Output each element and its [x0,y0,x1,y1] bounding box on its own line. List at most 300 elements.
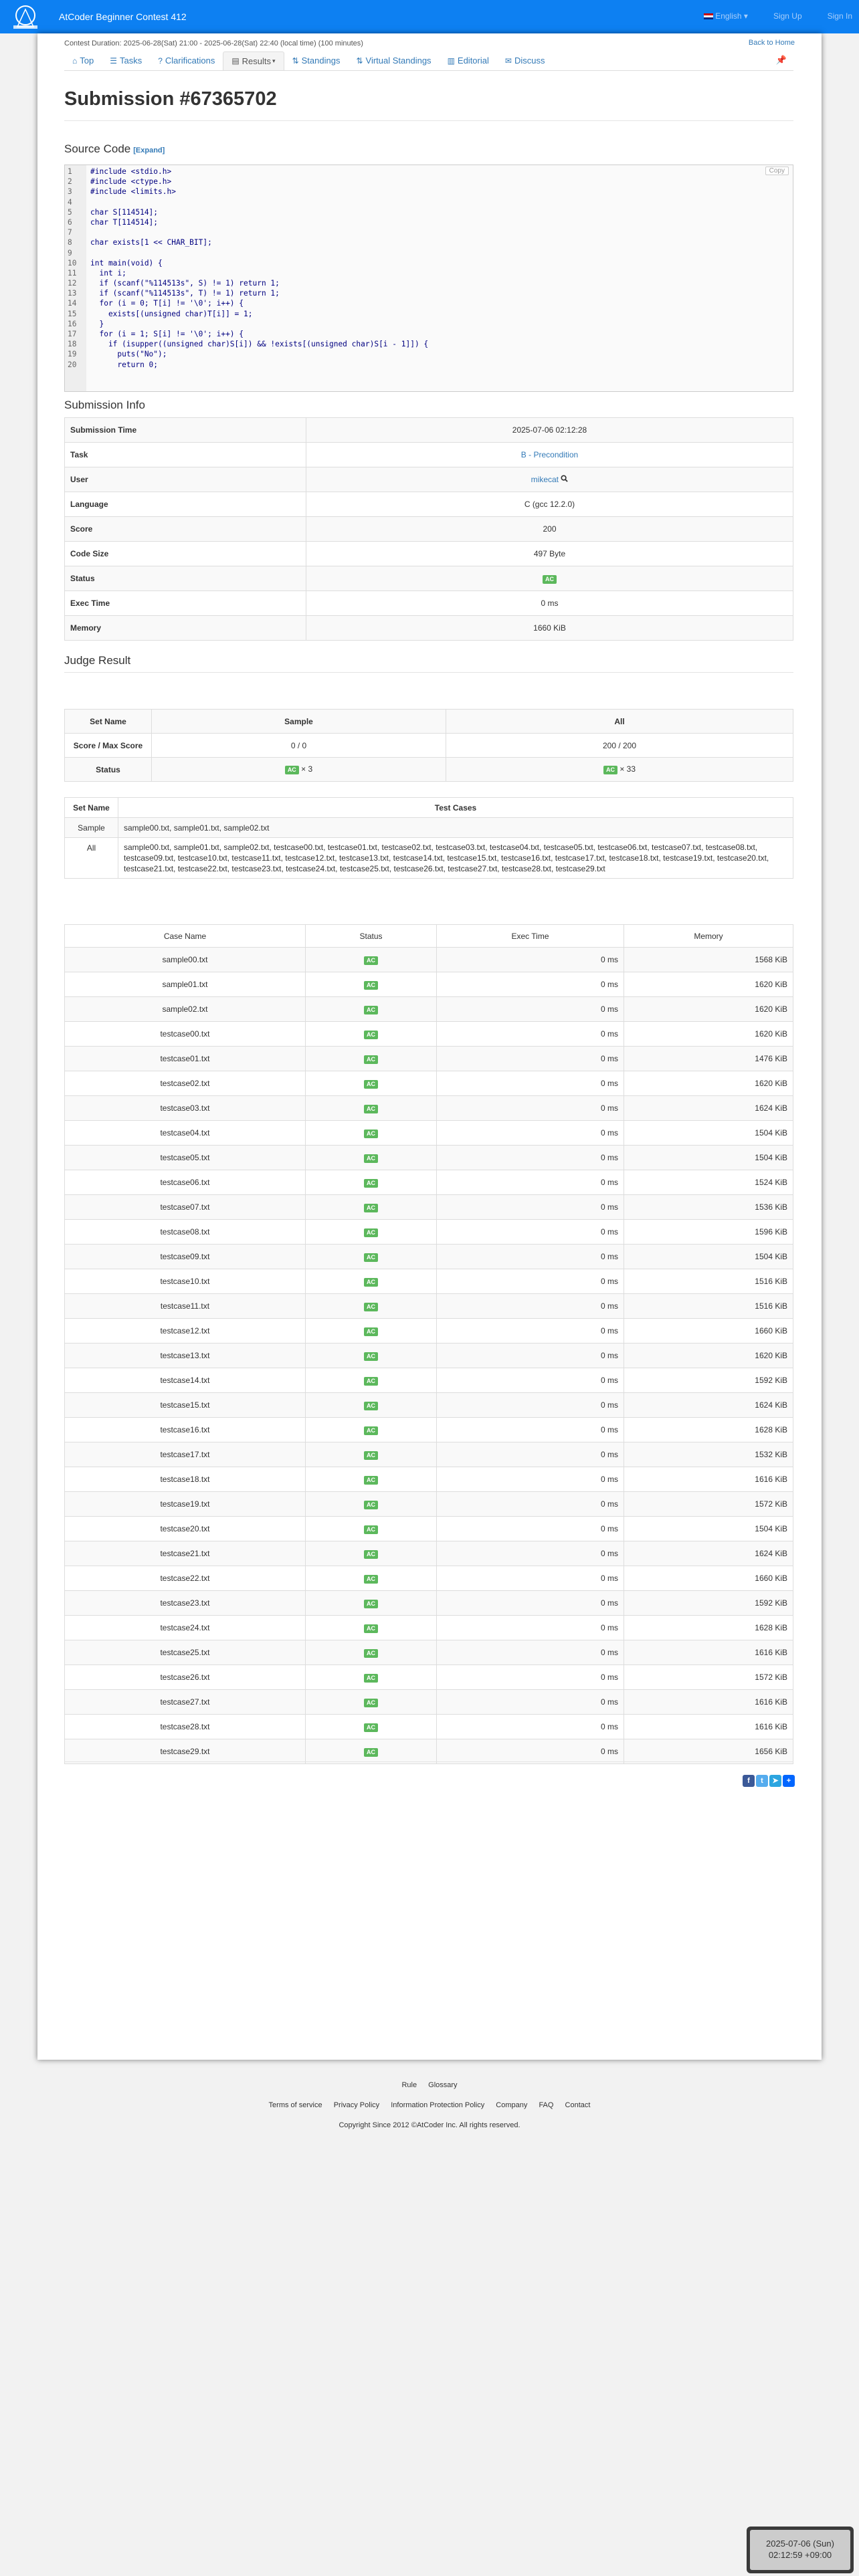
table-row [65,1096,793,1121]
code-text: char exists[1 << CHAR_BIT]; [90,238,212,247]
table-row [65,1393,793,1418]
book-icon: ▥ [447,56,455,66]
table-row [65,997,793,1022]
share-icon[interactable]: + [783,1775,795,1787]
sort-icon: ⇅ [292,56,299,66]
table-row [65,1071,793,1096]
case-exec-time: 0 ms [437,1541,624,1566]
status-badge: AC [364,1080,378,1089]
case-exec-time: 0 ms [437,1467,624,1492]
code-line [65,349,793,359]
case-exec-time: 0 ms [437,1146,624,1170]
case-name: sample02.txt [65,997,306,1022]
case-name: testcase27.txt [65,1690,306,1715]
language-select[interactable]: English ▾ [704,11,748,21]
case-memory: 1516 KiB [624,1294,793,1319]
table-row [65,1739,793,1764]
status-badge: AC [364,1723,378,1732]
case-memory: 1504 KiB [624,1146,793,1170]
case-name: testcase16.txt [65,1418,306,1442]
comment-icon: ✉ [504,56,512,66]
uk-flag-icon [704,13,713,19]
info-row-language: Language C (gcc 12.2.0) [65,492,793,517]
clock-date: 2025-07-06 (Sun) [766,2539,834,2549]
line-number: 1 [65,167,85,177]
case-name: testcase17.txt [65,1442,306,1467]
table-row [65,1245,793,1269]
info-row-code-size: Code Size 497 Byte [65,542,793,566]
case-exec-time: 0 ms [437,1690,624,1715]
status-badge: AC [364,1327,378,1336]
case-name: testcase04.txt [65,1121,306,1146]
case-memory: 1572 KiB [624,1665,793,1690]
tab-top[interactable]: ⌂ Top [72,56,94,66]
case-memory: 1504 KiB [624,1517,793,1541]
line-number: 20 [65,360,85,370]
terms-link[interactable]: Terms of service [268,2101,322,2109]
case-memory: 1624 KiB [624,1541,793,1566]
judge-result-table: Set Name Sample All Score / Max Score 0 / 0 200 / 200 Status AC × 3 AC × 33 [64,709,793,782]
case-memory: 1620 KiB [624,1344,793,1368]
case-name-header: Case Name [65,925,306,948]
contest-title[interactable]: AtCoder Beginner Contest 412 [59,11,187,22]
case-exec-time: 0 ms [437,1269,624,1294]
status-badge: AC [364,1525,378,1534]
code-line [65,258,793,268]
code-text: #include <stdio.h> [90,167,172,176]
case-memory: 1592 KiB [624,1368,793,1393]
case-exec-time: 0 ms [437,1517,624,1541]
case-memory: 1624 KiB [624,1393,793,1418]
share-buttons [743,1775,795,1787]
status-badge: AC [364,1451,378,1460]
results-icon: ▤ [231,56,240,66]
line-number: 2 [65,177,85,187]
table-row [65,1640,793,1665]
tab-clarifications[interactable]: ? Clarifications [158,56,215,66]
status-badge: AC [364,1550,378,1559]
table-row [65,1591,793,1616]
info-row-status: Status AC [65,566,793,591]
case-memory: 1592 KiB [624,1591,793,1616]
line-number: 11 [65,268,85,278]
case-exec-time: 0 ms [437,1442,624,1467]
status-badge: AC [364,1179,378,1188]
case-exec-time: 0 ms [437,1591,624,1616]
code-line [65,227,793,237]
status-badge: AC [364,1377,378,1386]
table-row [65,1220,793,1245]
code-line [65,298,793,308]
status-badge: AC [364,1649,378,1658]
code-line [65,197,793,207]
case-name: testcase09.txt [65,1245,306,1269]
all-score: 200 / 200 [446,734,793,758]
case-name: sample00.txt [65,948,306,972]
code-lines [65,167,793,370]
case-memory: 1524 KiB [624,1170,793,1195]
table-row [65,972,793,997]
case-name: testcase28.txt [65,1715,306,1739]
case-name: testcase25.txt [65,1640,306,1665]
status-badge: AC [543,575,557,584]
case-exec-time: 0 ms [437,1616,624,1640]
case-exec-time: 0 ms [437,1640,624,1665]
tab-tasks[interactable]: ☰ Tasks [110,56,142,66]
code-text: int main(void) { [90,258,163,267]
status-badge: AC [364,1031,378,1039]
table-row [65,1492,793,1517]
code-line [65,207,793,217]
caret-down-icon: ▾ [272,57,276,64]
table-row [65,1294,793,1319]
case-name: testcase06.txt [65,1170,306,1195]
case-name: testcase08.txt [65,1220,306,1245]
case-name: testcase26.txt [65,1665,306,1690]
all-count: × 33 [619,764,636,774]
line-number: 13 [65,288,85,298]
line-number: 3 [65,187,85,197]
line-number: 15 [65,309,85,319]
code-text: char S[114514]; [90,207,159,217]
table-row [65,1442,793,1467]
case-name: testcase05.txt [65,1146,306,1170]
code-line [65,167,793,177]
case-exec-time: 0 ms [437,1022,624,1047]
case-exec-time: 0 ms [437,1418,624,1442]
twitter-icon[interactable]: t [756,1775,768,1787]
table-row [65,1690,793,1715]
case-name: testcase12.txt [65,1319,306,1344]
status-badge: AC [364,1476,378,1485]
table-row [65,1146,793,1170]
code-line [65,278,793,288]
table-row [65,1344,793,1368]
case-memory: 1516 KiB [624,1269,793,1294]
search-icon[interactable] [561,475,568,484]
status-header: Status [306,925,437,948]
line-number: 7 [65,227,85,237]
code-text: if (scanf("%114513s", S) != 1) return 1; [90,279,280,288]
navbar [0,0,859,33]
table-row [65,1368,793,1393]
main-container [37,33,822,2060]
case-memory: 1620 KiB [624,1071,793,1096]
status-badge: AC [364,1105,378,1113]
code-line [65,360,793,370]
code-text: for (i = 0; T[i] != '\0'; i++) { [90,299,244,308]
code-line [65,177,793,187]
facebook-icon[interactable]: f [743,1775,755,1787]
case-exec-time: 0 ms [437,1096,624,1121]
memory-header: Memory [624,925,793,948]
table-row [65,1467,793,1492]
case-exec-time: 0 ms [437,1665,624,1690]
line-number: 8 [65,237,85,247]
telegram-icon[interactable]: ➤ [769,1775,781,1787]
case-exec-time: 0 ms [437,1739,624,1764]
status-badge: AC [285,766,299,774]
line-number: 17 [65,329,85,339]
test-sets-table: Set Name Test Cases Sample sample00.txt, sample01.txt, sample02.txt All sample00.txt, sample01.txt, sample02.txt, testcase00.txt, testcase01.txt, testcase02.txt, testcase03.txt, testcase04.txt, testcase05.txt, testcase06.txt, testcase07.txt, testcase08.txt, testcase09.txt, testcase10.txt, testcase11.txt, testcase12.txt, testcase13.txt, testcase14.txt, testcase15.txt, testcase16.txt, testcase17.txt, testcase18.txt, testcase19.txt, testcase20.txt, testcase21.txt, testcase22.txt, testcase23.txt, testcase24.txt, testcase25.txt, testcase26.txt, testcase27.txt, testcase28.txt, testcase29.txt [64,797,793,879]
pin-icon[interactable]: 📌 [775,55,787,65]
code-line [65,268,793,278]
info-row-exec-time: Exec Time 0 ms [65,591,793,616]
code-text: puts("No"); [90,350,167,359]
status-badge: AC [364,1228,378,1237]
case-exec-time: 0 ms [437,1715,624,1739]
table-row [65,1195,793,1220]
case-name: testcase02.txt [65,1071,306,1096]
code-line [65,187,793,197]
code-text: for (i = 1; S[i] != '\0'; i++) { [90,330,244,338]
case-name: testcase24.txt [65,1616,306,1640]
table-row [65,1616,793,1640]
table-row [65,1715,793,1739]
status-badge: AC [364,1154,378,1163]
case-memory: 1504 KiB [624,1121,793,1146]
status-badge: AC [364,956,378,965]
table-row [65,1319,793,1344]
case-name: testcase01.txt [65,1047,306,1071]
test-set-row: Sample sample00.txt, sample01.txt, sample02.txt [65,818,793,838]
case-memory: 1624 KiB [624,1096,793,1121]
user-link[interactable]: mikecat [531,475,559,484]
case-name: testcase15.txt [65,1393,306,1418]
case-name: testcase20.txt [65,1517,306,1541]
line-number: 18 [65,339,85,349]
code-line [65,319,793,329]
sign-in-link[interactable]: Sign In [827,11,852,21]
table-row [65,1541,793,1566]
page-title: Submission #67365702 [64,88,277,110]
divider [64,1761,793,1762]
status-badge: AC [603,766,617,774]
back-to-home-link[interactable]: Back to Home [748,39,795,47]
case-memory: 1620 KiB [624,972,793,997]
table-row [65,1022,793,1047]
table-row [65,1566,793,1591]
case-name: testcase03.txt [65,1096,306,1121]
case-memory: 1476 KiB [624,1047,793,1071]
case-exec-time: 0 ms [437,1368,624,1393]
case-memory: 1536 KiB [624,1195,793,1220]
case-memory: 1628 KiB [624,1418,793,1442]
code-text: if (isupper((unsigned char)S[i]) && !exists[(unsigned char)S[i - 1]]) { [90,340,429,349]
case-name: testcase19.txt [65,1492,306,1517]
status-badge: AC [364,1575,378,1584]
company-name-link[interactable]: AtCoder Inc. [416,2121,458,2129]
sort-icon: ⇅ [356,56,363,66]
case-name: testcase00.txt [65,1022,306,1047]
status-badge: AC [364,1402,378,1410]
code-line [65,309,793,319]
case-memory: 1616 KiB [624,1467,793,1492]
code-text: int i; [90,268,126,278]
source-code-block[interactable] [64,165,793,392]
case-name: testcase23.txt [65,1591,306,1616]
case-memory: 1568 KiB [624,948,793,972]
submission-info-heading: Submission Info [64,399,145,411]
code-text: if (scanf("%114513s", T) != 1) return 1; [90,289,280,298]
company-link[interactable]: Company [496,2101,528,2109]
status-badge: AC [364,1699,378,1707]
footer [0,2081,859,2129]
line-number: 12 [65,278,85,288]
status-badge: AC [364,1006,378,1014]
status-badge: AC [364,1055,378,1064]
status-badge: AC [364,1600,378,1608]
case-exec-time: 0 ms [437,1195,624,1220]
glossary-link[interactable]: Glossary [428,2081,458,2089]
case-name: testcase22.txt [65,1566,306,1591]
code-line [65,339,793,349]
info-row-submission-time: Submission Time 2025-07-06 02:12:28 [65,418,793,443]
contest-nav-tabs [64,51,793,71]
fixed-clock [747,2527,854,2573]
line-number: 6 [65,217,85,227]
table-row [65,1269,793,1294]
code-text: #include <ctype.h> [90,177,172,187]
expand-code-link[interactable]: [Expand] [133,146,165,154]
tab-standings[interactable]: ⇅ Standings [292,56,341,66]
atcoder-logo[interactable] [8,3,43,31]
copy-button[interactable]: Copy [765,167,789,175]
tab-editorial[interactable]: ▥ Editorial [447,56,489,66]
case-exec-time: 0 ms [437,948,624,972]
faq-link[interactable]: FAQ [539,2101,554,2109]
status-badge: AC [364,1501,378,1509]
case-memory: 1532 KiB [624,1442,793,1467]
test-cases-table [64,924,793,1764]
home-icon: ⌂ [72,56,78,66]
sample-count: × 3 [301,764,313,774]
case-exec-time: 0 ms [437,1245,624,1269]
case-memory: 1620 KiB [624,997,793,1022]
case-name: testcase18.txt [65,1467,306,1492]
judge-result-heading: Judge Result [64,654,131,667]
case-name: testcase29.txt [65,1739,306,1764]
case-exec-time: 0 ms [437,1566,624,1591]
code-line [65,237,793,247]
info-row-task: Task B - Precondition [65,443,793,467]
case-exec-time: 0 ms [437,1071,624,1096]
case-name: sample01.txt [65,972,306,997]
case-memory: 1504 KiB [624,1245,793,1269]
copyright: Copyright Since 2012 ©AtCoder Inc. All rights reserved. [339,2121,520,2129]
divider [64,120,793,121]
case-memory: 1616 KiB [624,1640,793,1665]
case-exec-time: 0 ms [437,972,624,997]
sign-up-link[interactable]: Sign Up [773,11,802,21]
list-icon: ☰ [110,56,117,66]
footer-links-primary [0,2081,859,2089]
line-number: 5 [65,207,85,217]
case-exec-time: 0 ms [437,1047,624,1071]
divider [64,672,793,673]
source-code-heading: Source Code [Expand] [64,142,165,155]
code-text: exists[(unsigned char)T[i]] = 1; [90,309,253,318]
case-memory: 1572 KiB [624,1492,793,1517]
tab-virtual-standings[interactable]: ⇅ Virtual Standings [356,56,432,66]
line-number: 9 [65,248,85,258]
line-number: 16 [65,319,85,329]
test-set-row: All sample00.txt, sample01.txt, sample02.txt, testcase00.txt, testcase01.txt, testcase02.txt, testcase03.txt, testcase04.txt, testcase05.txt, testcase06.txt, testcase07.txt, testcase08.txt, testcase09.txt, testcase10.txt, testcase11.txt, testcase12.txt, testcase13.txt, testcase14.txt, testcase15.txt, testcase16.txt, testcase17.txt, testcase18.txt, testcase19.txt, testcase20.txt, testcase21.txt, testcase22.txt, testcase23.txt, testcase24.txt, testcase25.txt, testcase26.txt, testcase27.txt, testcase28.txt, testcase29.txt [65,838,793,879]
contact-link[interactable]: Contact [565,2101,591,2109]
table-row [65,1170,793,1195]
case-exec-time: 0 ms [437,1121,624,1146]
privacy-link[interactable]: Privacy Policy [333,2101,380,2109]
case-memory: 1620 KiB [624,1022,793,1047]
line-number: 4 [65,197,85,207]
status-badge: AC [364,1426,378,1435]
line-number: 19 [65,349,85,359]
code-text: } [90,319,104,328]
table-row [65,1665,793,1690]
code-line [65,288,793,298]
line-number: 10 [65,258,85,268]
status-badge: AC [364,1674,378,1683]
case-name: testcase11.txt [65,1294,306,1319]
table-row [65,1517,793,1541]
question-icon: ? [158,56,163,66]
case-memory: 1660 KiB [624,1319,793,1344]
case-memory: 1616 KiB [624,1715,793,1739]
info-row-score: Score 200 [65,517,793,542]
sample-score: 0 / 0 [152,734,446,758]
case-name: testcase10.txt [65,1269,306,1294]
case-memory: 1616 KiB [624,1690,793,1715]
case-exec-time: 0 ms [437,1294,624,1319]
status-badge: AC [364,1253,378,1262]
status-badge: AC [364,1624,378,1633]
status-badge: AC [364,981,378,990]
clock-time: 02:12:59 +09:00 [768,2550,832,2560]
rule-link[interactable]: Rule [401,2081,417,2089]
case-name: testcase13.txt [65,1344,306,1368]
case-memory: 1596 KiB [624,1220,793,1245]
case-name: testcase14.txt [65,1368,306,1393]
case-name: testcase21.txt [65,1541,306,1566]
case-exec-time: 0 ms [437,997,624,1022]
tab-discuss[interactable]: ✉ Discuss [504,56,545,66]
info-row-user: User mikecat [65,467,793,492]
code-text: #include <limits.h> [90,187,176,197]
case-exec-time: 0 ms [437,1492,624,1517]
contest-duration: Contest Duration: 2025-06-28(Sat) 21:00 - 2025-06-28(Sat) 22:40 (local time) (100 minutes) [64,39,363,47]
code-text: return 0; [90,360,159,369]
info-protection-link[interactable]: Information Protection Policy [391,2101,485,2109]
code-line [65,248,793,258]
case-exec-time: 0 ms [437,1170,624,1195]
status-badge: AC [364,1204,378,1212]
case-name: testcase07.txt [65,1195,306,1220]
table-row [65,1418,793,1442]
case-memory: 1628 KiB [624,1616,793,1640]
code-text: char T[114514]; [90,217,159,227]
tab-results[interactable]: ▤ Results ▾ [223,51,284,70]
case-memory: 1656 KiB [624,1739,793,1764]
case-exec-time: 0 ms [437,1393,624,1418]
submission-info-table [64,417,793,641]
code-line [65,217,793,227]
task-link[interactable]: B - Precondition [520,450,579,459]
status-badge: AC [364,1130,378,1138]
case-memory: 1660 KiB [624,1566,793,1591]
status-badge: AC [364,1278,378,1287]
case-exec-time: 0 ms [437,1220,624,1245]
table-row [65,948,793,972]
